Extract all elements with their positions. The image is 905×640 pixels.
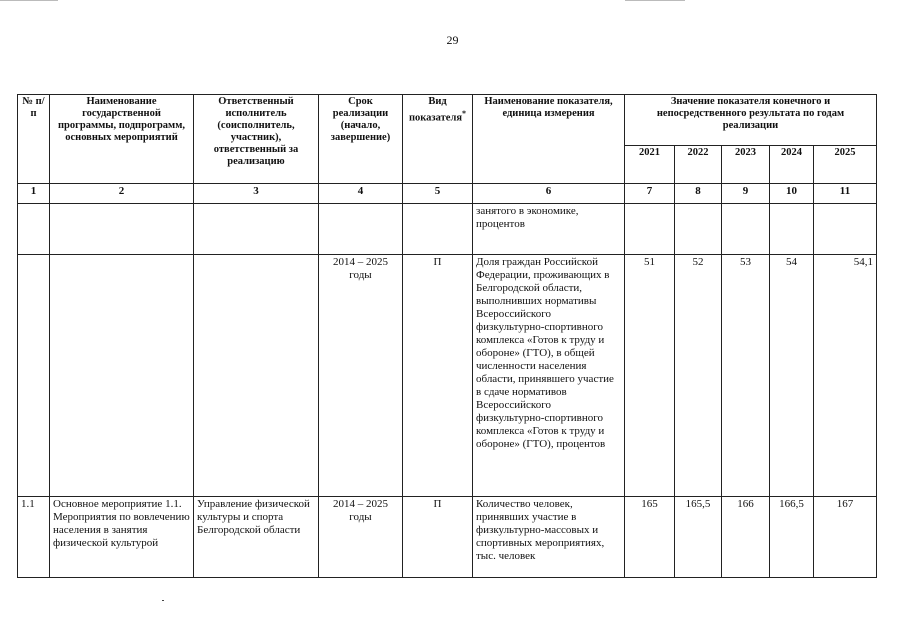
column-number: 1 [18, 184, 50, 204]
header-executor: Ответственный исполнитель (соисполнитель, участник), ответственный за реализацию [194, 95, 319, 184]
header-year: 2022 [675, 146, 722, 184]
column-number: 3 [194, 184, 319, 204]
row-value-2021: 51 [625, 255, 675, 497]
header-year: 2021 [625, 146, 675, 184]
row-value-2024: 54 [770, 255, 814, 497]
row-value-2024: 166,5 [770, 497, 814, 578]
row-executor: Управление физической культуры и спорта Белгородской области [194, 497, 319, 578]
row-value-2023 [722, 204, 770, 255]
row-indicator-name: Доля граждан Российской Федерации, проживающих в Белгородской области, выполнивших нормативы Всероссийского физкультурно-спортивного комплекса «Готов к труду и обороне» (ГТО), в общей численности населения области, принявшего участие в сдаче нормативов Всероссийского физкультурно-спортивного комплекса «Готов к труду и обороне» (ГТО), процентов [473, 255, 625, 497]
header-year: 2023 [722, 146, 770, 184]
column-number: 11 [814, 184, 877, 204]
top-edge-mark [625, 0, 685, 1]
table-row [18, 497, 877, 578]
header-program-name: Наименование государственной программы, подпрограмм, основных мероприятий [50, 95, 194, 184]
row-program-name [50, 255, 194, 497]
row-value-2023: 166 [722, 497, 770, 578]
row-value-2022: 52 [675, 255, 722, 497]
page-number: 29 [446, 33, 459, 47]
row-number [18, 255, 50, 497]
column-number: 5 [403, 184, 473, 204]
row-program-name [50, 204, 194, 255]
row-period: 2014 – 2025 годы [319, 255, 403, 497]
row-program-name: Основное мероприятие 1.1. Мероприятия по вовлечению населения в занятия физической культурой [50, 497, 194, 578]
column-number: 7 [625, 184, 675, 204]
table-row [18, 255, 877, 497]
header-year: 2024 [770, 146, 814, 184]
top-edge-mark [0, 0, 58, 1]
row-indicator-type: П [403, 255, 473, 497]
header-period: Срок реализации (начало, завершение) [319, 95, 403, 184]
row-number [18, 204, 50, 255]
row-period [319, 204, 403, 255]
row-indicator-type [403, 204, 473, 255]
row-value-2025 [814, 204, 877, 255]
row-number: 1.1 [18, 497, 50, 578]
row-value-2021: 165 [625, 497, 675, 578]
row-executor [194, 255, 319, 497]
column-number: 4 [319, 184, 403, 204]
header-indicator-type-label: Вид показателя [408, 96, 463, 124]
scan-artifact [162, 600, 164, 601]
column-number: 9 [722, 184, 770, 204]
indicators-table [17, 94, 877, 578]
row-value-2025: 54,1 [814, 255, 877, 497]
row-value-2023: 53 [722, 255, 770, 497]
column-number: 2 [50, 184, 194, 204]
row-value-2022 [675, 204, 722, 255]
column-number: 10 [770, 184, 814, 204]
header-indicator-type [403, 95, 473, 184]
row-period: 2014 – 2025 годы [319, 497, 403, 578]
column-numbers-row [18, 184, 877, 204]
row-value-2022: 165,5 [675, 497, 722, 578]
header-indicator-name: Наименование показателя, единица измерения [473, 95, 625, 184]
row-value-2021 [625, 204, 675, 255]
row-indicator-name: Количество человек, принявших участие в физкультурно-массовых и спортивных мероприятиях, тыс. человек [473, 497, 625, 578]
header-year: 2025 [814, 146, 877, 184]
column-number: 6 [473, 184, 625, 204]
header-number: № п/п [18, 95, 50, 184]
header-values: Значение показателя конечного и непосредственного результата по годам реализации [625, 95, 877, 146]
table-row [18, 204, 877, 255]
row-indicator-type: П [403, 497, 473, 578]
row-indicator-name: занятого в экономике, процентов [473, 204, 625, 255]
row-value-2025: 167 [814, 497, 877, 578]
row-executor [194, 204, 319, 255]
footnote-mark: * [462, 109, 467, 118]
row-value-2024 [770, 204, 814, 255]
column-number: 8 [675, 184, 722, 204]
